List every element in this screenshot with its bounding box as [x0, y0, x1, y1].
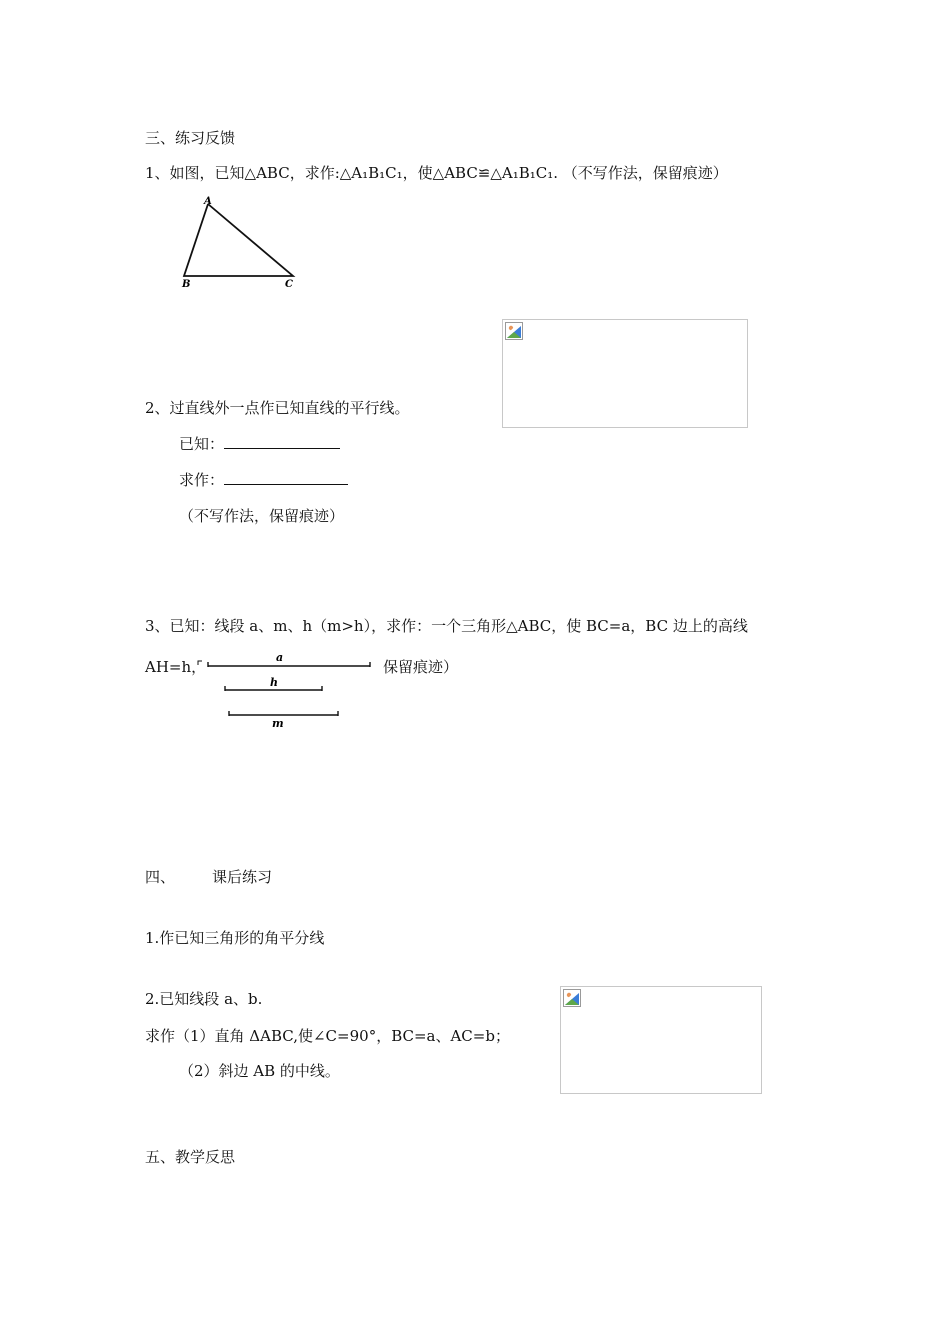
- question-2-find-row: [179, 470, 348, 490]
- question-3-line2-prefix: AH=h，: [145, 658, 207, 676]
- vertex-b-label: B: [182, 279, 191, 290]
- question-2-note: （不写作法，保留痕迹）: [179, 507, 345, 525]
- question-3-line2-suffix: 保留痕迹）: [383, 658, 459, 676]
- segment-m-label: m: [272, 717, 284, 730]
- corner-mark: [198, 661, 202, 665]
- known-label: 已知：: [179, 435, 225, 453]
- segment-h-label: h: [270, 676, 278, 689]
- triangle-abc-figure: [175, 196, 305, 292]
- section-5-heading: 五、教学反思: [145, 1148, 236, 1166]
- homework-question-2-line2: 求作（1）直角 ΔABC,使∠C=90°，BC=a、AC=b；: [145, 1027, 510, 1045]
- triangle-abc-outline: [184, 204, 293, 276]
- find-blank[interactable]: [224, 470, 348, 485]
- question-2-known-row: [179, 434, 340, 454]
- segment-a-label: a: [276, 651, 284, 664]
- image-placeholder-2: [560, 986, 762, 1094]
- section-4-heading-num: 四、: [145, 868, 176, 886]
- known-blank[interactable]: [224, 434, 340, 449]
- broken-image-icon: [505, 322, 523, 340]
- image-placeholder-1: [502, 319, 748, 428]
- question-1-text: 1、如图，已知△ABC，求作:△A₁B₁C₁，使△ABC≌△A₁B₁C₁. （不写作法，保留痕迹）: [145, 164, 728, 182]
- section-3-heading: 三、练习反馈: [145, 129, 236, 147]
- segments-figure: [196, 648, 376, 732]
- homework-question-2-line1: 2.已知线段 a、b.: [145, 990, 263, 1008]
- homework-question-2-line3: （2）斜边 AB 的中线。: [179, 1062, 340, 1080]
- find-label: 求作：: [179, 471, 225, 489]
- broken-image-icon: [563, 989, 581, 1007]
- vertex-a-label: A: [204, 196, 212, 207]
- section-4-heading-title: 课后练习: [212, 868, 273, 886]
- question-2-text: 2、过直线外一点作已知直线的平行线。: [145, 399, 410, 417]
- homework-question-1: 1.作已知三角形的角平分线: [145, 929, 325, 947]
- question-3-text: 3、已知：线段 a、m、h（m>h），求作：一个三角形△ABC，使 BC=a，BC 边上的高线: [145, 617, 748, 635]
- vertex-c-label: C: [285, 279, 293, 290]
